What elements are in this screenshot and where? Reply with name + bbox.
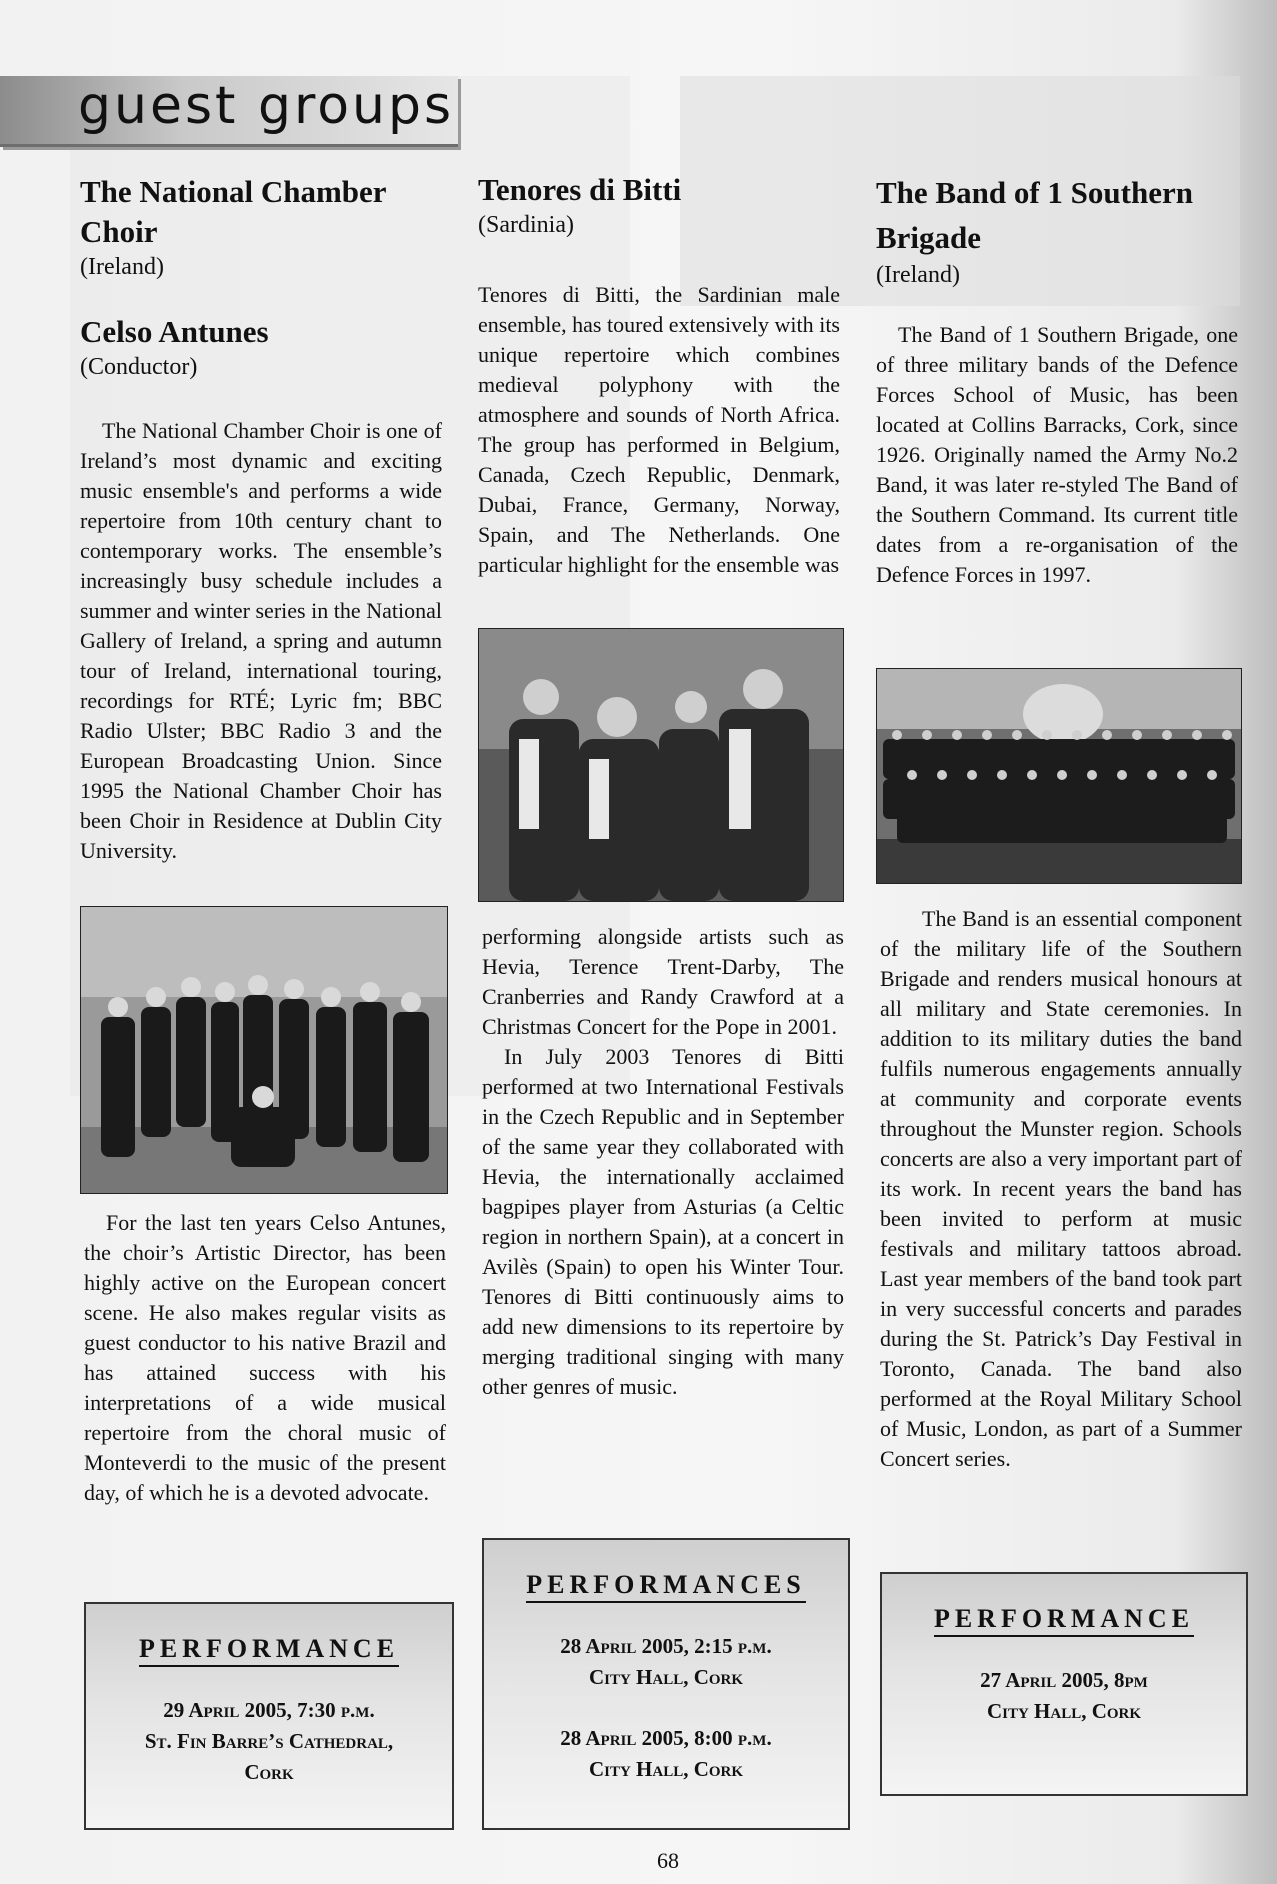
performance-date: 27 April 2005, 8pm <box>980 1668 1148 1692</box>
tenores-continued <box>482 922 844 1402</box>
performance-box-tenores <box>482 1538 850 1830</box>
performance-box-title: PERFORMANCES <box>526 1570 806 1603</box>
performance-venue: St. Fin Barre’s Cathedral, <box>144 1729 394 1753</box>
band-heading: The Band of 1 Southern Brigade <box>876 175 1193 255</box>
band-photo-image <box>877 669 1241 883</box>
performance-city: Cork <box>244 1760 294 1784</box>
tenores-origin: (Sardinia) <box>478 212 574 238</box>
performance-date: 28 April 2005, 2:15 p.m. <box>560 1634 772 1658</box>
performance-box-title: PERFORMANCE <box>139 1634 399 1667</box>
tenores-paragraph-3: In July 2003 Tenores di Bitti performed at two International Festivals in the Czech Republic and in September of the same year they collaborated with Hevia, the internationally acclaimed bagpipes player from Asturias (a Celtic region in northern Spain), at a concert in Avilès (Spain) to open his Winter Tour. Tenores di Bitti continuously aims to add new dimensions to its repertoire by merging traditional singing with many other genres of music. <box>482 1044 844 1399</box>
tenores-photo-image <box>479 629 843 901</box>
tenores-paragraph-1: Tenores di Bitti, the Sardinian male ensemble, has toured extensively with its unique repertoire which combines medieval polyphony with the atmosphere and sounds of North Africa. The group has performed in Belgium, Canada, Czech Republic, Denmark, Dubai, France, Germany, Norway, Spain, and The Netherlands. One particular highlight for the ensemble was <box>478 282 840 577</box>
band-paragraph-2: The Band is an essential component of the military life of the Southern Brigade and renders musical honours at all military and State ceremonies. In addition to its military duties the band fulfils numerous engagements annually at community and corporate events throughout the Munster region. Schools concerts are also a very important part of its work. In recent years the band has been invited to perform at music festivals and military tattoos abroad. Last year members of the band took part in very successful concerts and parades during the St. Patrick’s Day Festival in Toronto, Canada. The band also performed at the Royal Military School of Music, London, as part of a Summer Concert series. <box>880 906 1242 1471</box>
column-national-chamber-choir <box>80 172 442 866</box>
conductor-paragraph: For the last ten years Celso Antunes, the choir’s Artistic Director, has been highly active on the European concert scene. He also makes regular visits as guest conductor to his native Brazil and has attained success with his interpretations of a wide musical repertoire from the choral music of Monteverdi to the music of the present day, of which he is a devoted advocate. <box>84 1210 446 1505</box>
conductor-role: (Conductor) <box>80 354 198 380</box>
performance-venue: City Hall, Cork <box>588 1665 744 1689</box>
performance-box-band <box>880 1572 1248 1796</box>
performance-venue: City Hall, Cork <box>986 1699 1142 1723</box>
choir-heading: The National Chamber Choir <box>80 174 387 249</box>
performance-date: 29 April 2005, 7:30 p.m. <box>163 1698 375 1722</box>
tenores-photo <box>478 628 844 902</box>
conductor-heading: Celso Antunes <box>80 314 269 349</box>
column-tenores-di-bitti <box>478 170 840 580</box>
choir-paragraph: The National Chamber Choir is one of Ireland’s most dynamic and exciting music ensemble's and performs a wide repertoire from 10th century chant to contemporary works. The ensemble’s increasingly busy schedule includes a summer and winter series in the National Gallery of Ireland, a spring and autumn tour of Ireland, international touring, recordings for RTÉ; Lyric fm; BBC Radio Ulster; BBC Radio 3 and the European Broadcasting Union. Since 1995 the National Chamber Choir has been Choir in Residence at Dublin City University. <box>80 418 442 863</box>
tenores-heading: Tenores di Bitti <box>478 172 682 207</box>
performance-box-title: PERFORMANCE <box>934 1604 1194 1637</box>
band-origin: (Ireland) <box>876 262 960 288</box>
performance-box-choir <box>84 1602 454 1830</box>
section-tag <box>0 76 458 147</box>
tenores-paragraph-2: performing alongside artists such as Hevia, Terence Trent-Darby, The Cranberries and Randy Crawford at a Christmas Concert for the Pope in 2001. <box>482 924 844 1039</box>
section-title: guest groups <box>78 76 455 136</box>
choir-photo <box>80 906 448 1194</box>
performance-venue: City Hall, Cork <box>588 1757 744 1781</box>
choir-origin: (Ireland) <box>80 254 164 280</box>
choir-photo-image <box>81 907 447 1193</box>
column-band-southern-brigade <box>876 170 1238 590</box>
band-continued <box>880 904 1242 1474</box>
conductor-bio <box>84 1208 446 1508</box>
page-number: 68 <box>657 1848 679 1873</box>
band-photo <box>876 668 1242 884</box>
band-paragraph-1: The Band of 1 Southern Brigade, one of three military bands of the Defence Forces School of Music, has been located at Collins Barracks, Cork, since 1926. Originally named the Army No.2 Band, it was later re-styled The Band of the Southern Command. Its current title dates from a re-organisation of the Defence Forces in 1997. <box>876 322 1238 587</box>
performance-date: 28 April 2005, 8:00 p.m. <box>560 1726 772 1750</box>
